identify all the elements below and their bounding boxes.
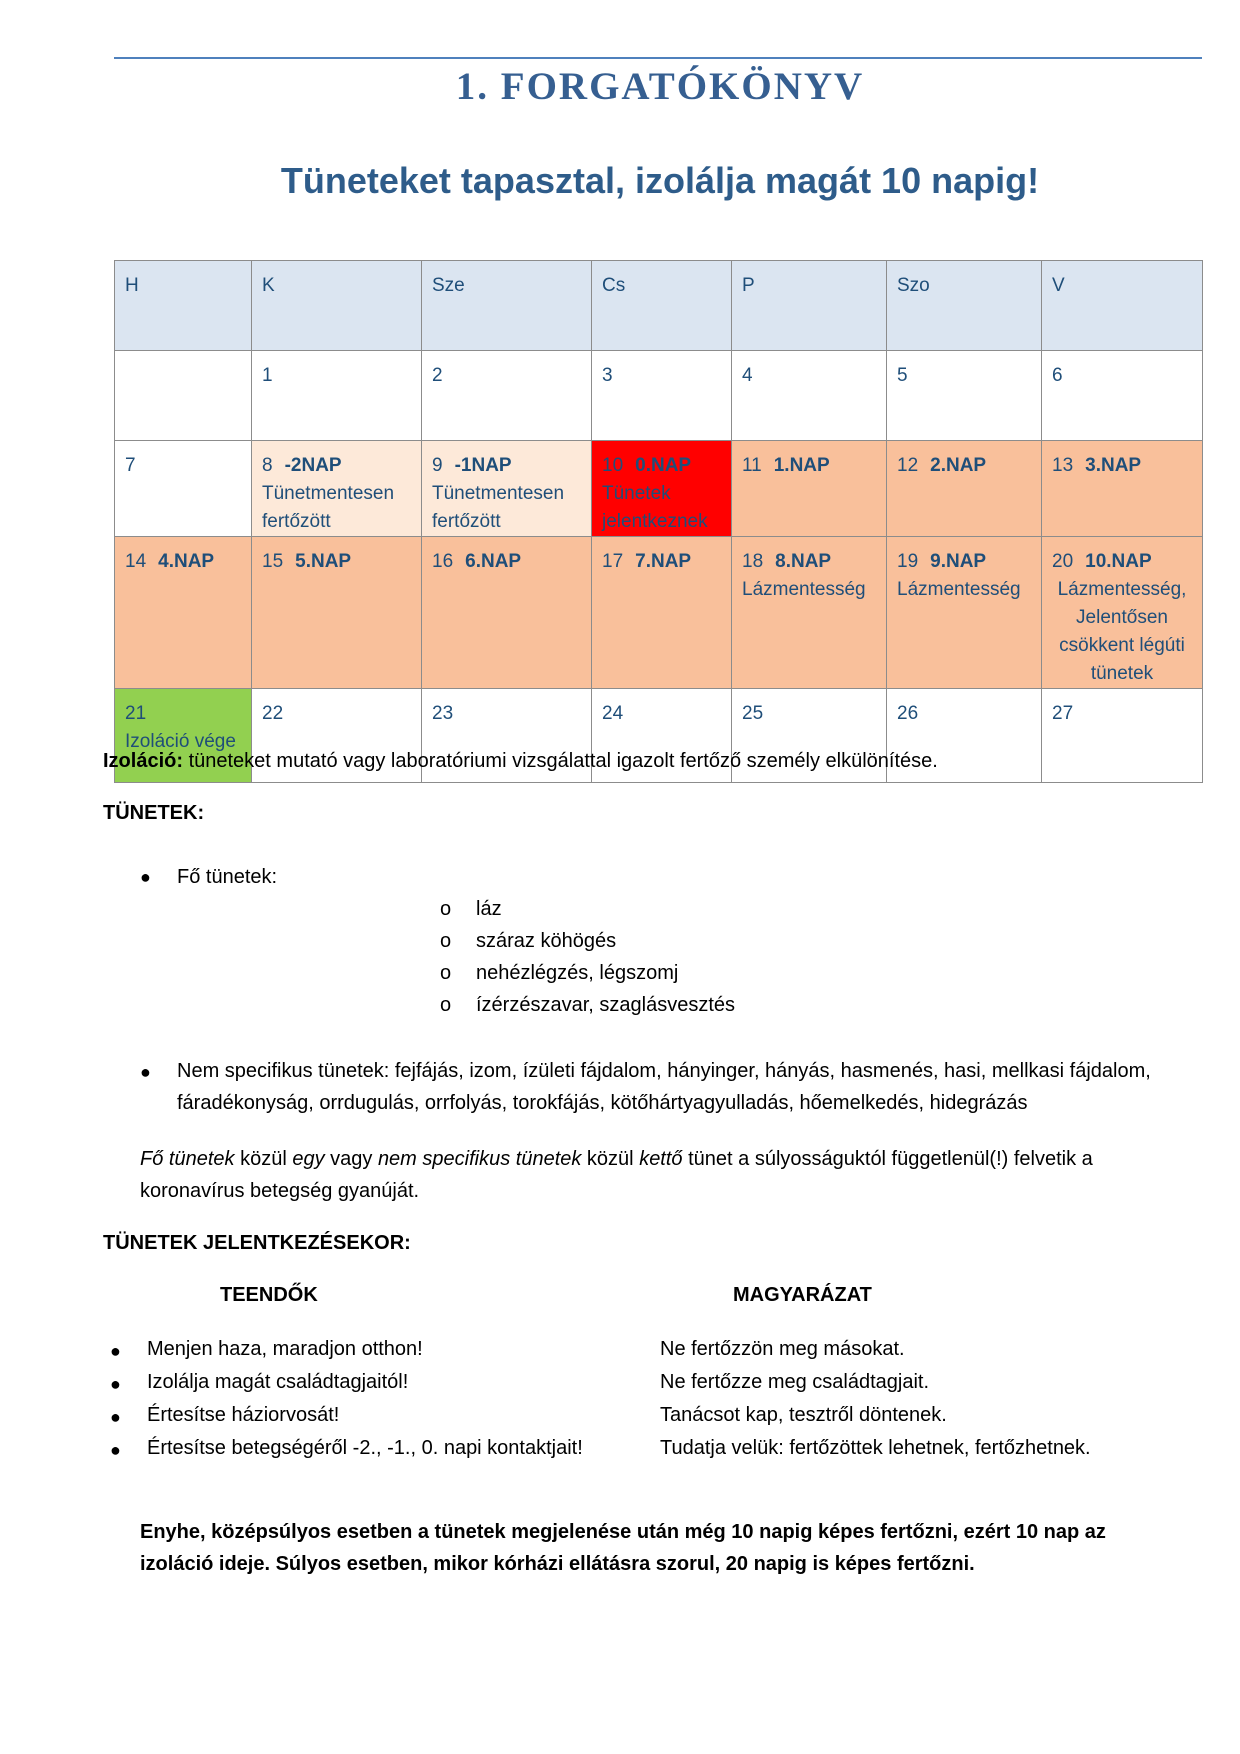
suspicion-part: nem specifikus tünetek xyxy=(377,1148,582,1170)
bullet-icon: ● xyxy=(110,1440,121,1460)
explanation-item: Tudatja velük: fertőzöttek lehetnek, fertőzhetnek. xyxy=(660,1437,1091,1459)
header-rule xyxy=(114,57,1202,59)
day-number: 14 xyxy=(125,551,147,572)
symptom-item: láz xyxy=(476,898,502,920)
day-label: 4.NAP xyxy=(158,551,215,572)
calendar-cell xyxy=(732,441,887,537)
day-label: -2NAP xyxy=(284,455,342,476)
isolation-calendar xyxy=(114,260,1203,783)
calendar-cell: 27 xyxy=(1042,689,1203,783)
isolation-definition xyxy=(103,745,1213,777)
day-header: H xyxy=(115,261,252,351)
symptoms-heading: TÜNETEK: xyxy=(103,802,205,824)
calendar-cell: 5 xyxy=(887,351,1042,441)
circle-bullet-icon: o xyxy=(440,898,452,920)
calendar-week-1 xyxy=(115,351,1203,441)
symptom-item: ízérzészavar, szaglásvesztés xyxy=(476,994,735,1016)
day-label: 9.NAP xyxy=(930,551,987,572)
explanation-column-header: MAGYARÁZAT xyxy=(733,1284,872,1306)
day-label: 7.NAP xyxy=(635,551,692,572)
nonspecific-symptoms: Nem specifikus tünetek: fejfájás, izom, ízületi fájdalom, hányinger, hányás, hasmenés, hasi, mellkasi fájdalom, fáradékonyság, orrdugulás, orrfolyás, torokfájás, kötőhártyagyulladás, hőemelkedés, hidegrázás xyxy=(177,1060,1151,1114)
todo-item: Értesítse betegségéről -2., -1., 0. napi kontaktjait! xyxy=(147,1437,583,1459)
calendar-cell xyxy=(887,441,1042,537)
calendar-cell: 24 xyxy=(592,689,732,783)
bullet-icon: ● xyxy=(110,1341,121,1361)
symptom-item: száraz köhögés xyxy=(476,930,617,952)
day-note: Tünetek jelentkeznek xyxy=(602,483,708,532)
day-label: -1NAP xyxy=(454,455,512,476)
calendar-cell: 25 xyxy=(732,689,887,783)
calendar-cell xyxy=(732,537,887,689)
day-number: 15 xyxy=(262,551,284,572)
symptom-item: nehézlégzés, légszomj xyxy=(476,962,679,984)
calendar-cell: 23 xyxy=(422,689,592,783)
day-header: V xyxy=(1042,261,1203,351)
day-label: 0.NAP xyxy=(635,455,692,476)
circle-bullet-icon: o xyxy=(440,962,452,984)
calendar-cell-day-ten xyxy=(1042,537,1203,689)
calendar-cell xyxy=(592,537,732,689)
calendar-cell: 7 xyxy=(115,441,252,537)
suspicion-part: közül xyxy=(234,1148,293,1170)
closing-note: Enyhe, középsúlyos esetben a tünetek megjelenése után még 10 napig képes fertőzni, ezért 10 nap az izoláció ideje. Súlyos esetben, mikor kórházi ellátásra szorul, 20 napig is képes fertőzni. xyxy=(140,1521,1106,1575)
circle-bullet-icon: o xyxy=(440,930,452,952)
calendar-cell xyxy=(1042,441,1203,537)
todo-item: Menjen haza, maradjon otthon! xyxy=(147,1338,423,1360)
definition-text: tüneteket mutató vagy laboratóriumi vizsgálattal igazolt fertőző személy elkülönítése. xyxy=(188,750,938,772)
day-header: Sze xyxy=(422,261,592,351)
day-note: Izoláció vége xyxy=(125,731,236,752)
suspicion-part: tünet a súlyosságuktól függetlenül(!) felvetik a koronavírus betegség gyanúját. xyxy=(140,1148,1093,1202)
bullet-icon: ● xyxy=(110,1374,121,1394)
suspicion-note xyxy=(140,1143,1140,1207)
day-number: 20 xyxy=(1052,551,1074,572)
day-label: 2.NAP xyxy=(930,455,987,476)
day-header: Cs xyxy=(592,261,732,351)
suspicion-part: Fő tünetek xyxy=(140,1148,235,1170)
day-note: Lázmentesség, Jelentősen csökkent légúti tünetek xyxy=(1057,579,1187,684)
day-number: 8 xyxy=(262,455,273,476)
explanation-item: Ne fertőzze meg családtagjait. xyxy=(660,1371,930,1393)
calendar-cell-day-zero xyxy=(592,441,732,537)
bullet-icon: ● xyxy=(140,1062,151,1082)
day-label: 6.NAP xyxy=(465,551,522,572)
onset-heading: TÜNETEK JELENTKEZÉSEKOR: xyxy=(103,1232,411,1254)
calendar-week-2 xyxy=(115,441,1203,537)
calendar-cell: 2 xyxy=(422,351,592,441)
calendar-cell: 1 xyxy=(252,351,422,441)
day-number: 17 xyxy=(602,551,624,572)
todo-item: Értesítse háziorvosát! xyxy=(147,1404,340,1426)
day-label: 3.NAP xyxy=(1085,455,1142,476)
day-number: 18 xyxy=(742,551,764,572)
todo-item: Izolálja magát családtagjaitól! xyxy=(147,1371,409,1393)
day-number: 13 xyxy=(1052,455,1074,476)
calendar-header-row xyxy=(115,261,1203,351)
calendar-cell xyxy=(422,537,592,689)
suspicion-part: kettő xyxy=(639,1148,683,1170)
main-symptoms-label: Fő tünetek: xyxy=(177,866,278,888)
day-label: 1.NAP xyxy=(773,455,830,476)
suspicion-part: közül xyxy=(581,1148,640,1170)
calendar-cell: 3 xyxy=(592,351,732,441)
calendar-cell xyxy=(115,537,252,689)
calendar-cell: 22 xyxy=(252,689,422,783)
explanation-item: Ne fertőzzön meg másokat. xyxy=(660,1338,905,1360)
day-label: 10.NAP xyxy=(1085,551,1152,572)
definition-term: Izoláció: xyxy=(103,750,184,772)
calendar-cell-empty xyxy=(115,351,252,441)
day-number: 16 xyxy=(432,551,454,572)
day-note: Lázmentesség xyxy=(742,579,866,600)
todo-column-header: TEENDŐK xyxy=(220,1284,318,1306)
day-number: 11 xyxy=(742,455,762,476)
day-number: 21 xyxy=(125,703,147,724)
calendar-cell-minus-2 xyxy=(252,441,422,537)
document-title: 1. FORGATÓKÖNYV xyxy=(455,65,865,108)
suspicion-part: egy xyxy=(292,1148,325,1170)
day-note: Tünetmentesen fertőzött xyxy=(432,483,565,532)
calendar-cell: 4 xyxy=(732,351,887,441)
day-number: 10 xyxy=(602,455,624,476)
document-subtitle: Tüneteket tapasztal, izolálja magát 10 napig! xyxy=(280,160,1040,201)
calendar-cell-minus-1 xyxy=(422,441,592,537)
explanation-item: Tanácsot kap, tesztről döntenek. xyxy=(660,1404,947,1426)
day-label: 8.NAP xyxy=(775,551,832,572)
calendar-week-3 xyxy=(115,537,1203,689)
day-label: 5.NAP xyxy=(295,551,352,572)
suspicion-part: vagy xyxy=(324,1148,378,1170)
bullet-icon: ● xyxy=(140,867,151,887)
day-number: 9 xyxy=(432,455,443,476)
calendar-cell: 26 xyxy=(887,689,1042,783)
day-note: Tünetmentesen fertőzött xyxy=(262,483,395,532)
day-header: K xyxy=(252,261,422,351)
calendar-cell xyxy=(887,537,1042,689)
circle-bullet-icon: o xyxy=(440,994,452,1016)
day-header: Szo xyxy=(887,261,1042,351)
calendar-cell xyxy=(252,537,422,689)
day-number: 19 xyxy=(897,551,919,572)
day-header: P xyxy=(732,261,887,351)
day-number: 12 xyxy=(897,455,919,476)
day-note: Lázmentesség xyxy=(897,579,1021,600)
calendar-cell: 6 xyxy=(1042,351,1203,441)
bullet-icon: ● xyxy=(110,1407,121,1427)
